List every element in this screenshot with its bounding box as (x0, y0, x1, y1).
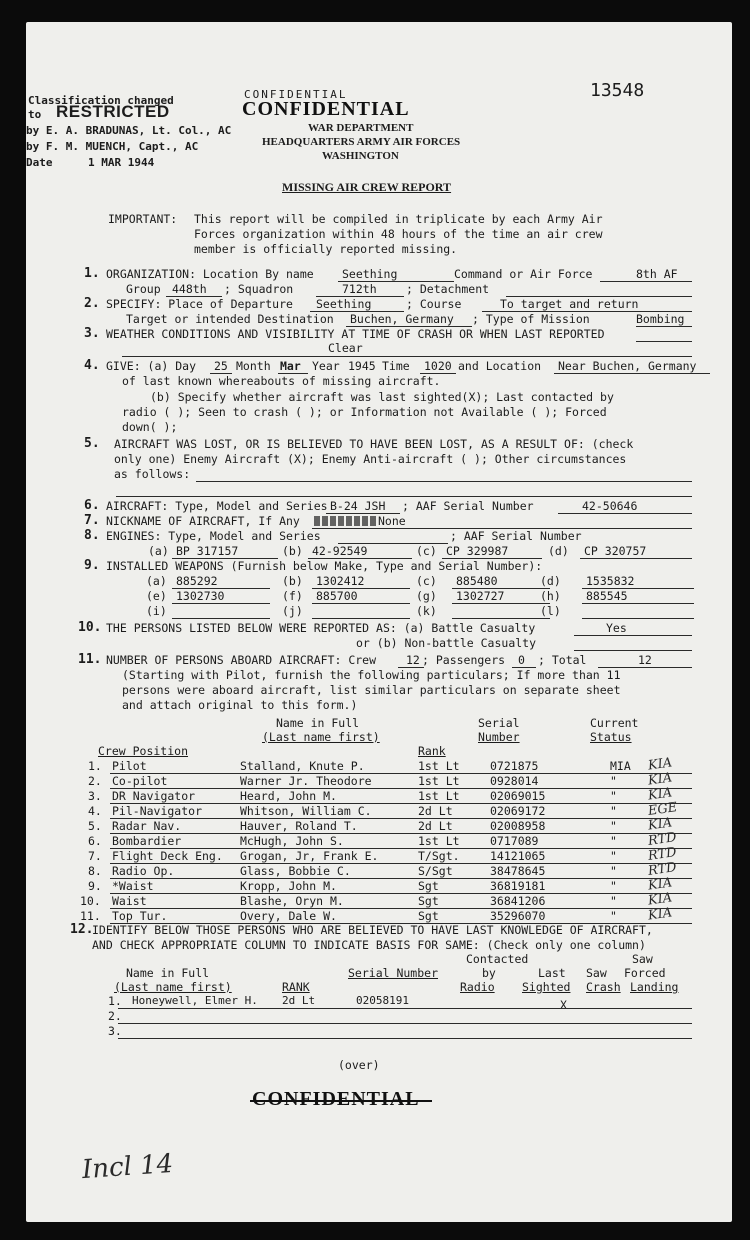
weapon-line (312, 603, 410, 604)
crew-name: Heard, John M. (240, 789, 337, 803)
item-10-nonbattle-line (574, 650, 692, 651)
crew-status: " (610, 879, 617, 893)
item-5-line-b (116, 496, 692, 497)
item-4-whereabouts: of last known whereabouts of missing aircraft. (122, 374, 441, 388)
classification-date-label: Date (26, 156, 53, 169)
crew-position: Co-pilot (112, 774, 168, 788)
item-1-command: 8th AF (636, 267, 678, 281)
crew-serial: 02069172 (490, 804, 546, 818)
item-12-line-2: AND CHECK APPROPRIATE COLUMN TO INDICATE BASIS FOR SAME: (Check only one column) (92, 938, 646, 952)
weapon-serial: 1302727 (456, 589, 505, 603)
crew-status: " (610, 804, 617, 818)
crew-row-line (110, 878, 692, 879)
item-5-line-3: as follows: (114, 467, 191, 481)
crew-handwritten-note: KIA (647, 785, 674, 804)
weapon-serial: 885700 (316, 589, 358, 603)
crew-row-number: 7. (88, 849, 102, 863)
knowledge-serial: 02058191 (356, 994, 409, 1007)
crew-row-number: 11. (80, 909, 101, 923)
knowledge-row-line (118, 1023, 692, 1024)
crew-row-number: 2. (88, 774, 102, 788)
item-4-options: radio ( ); Seen to crash ( ); or Information not Available ( ); Forced (122, 405, 607, 419)
item-11-note-1: (Starting with Pilot, furnish the following particulars; If more than 11 (122, 668, 621, 682)
crew-row-number: 6. (88, 834, 102, 848)
important-line-2: Forces organization within 48 hours of the time an air crew (194, 227, 603, 241)
handwritten-incl: Incl 14 (81, 1148, 175, 1186)
crew-position: DR Navigator (112, 789, 196, 803)
crew-row-number: 8. (88, 864, 102, 878)
restricted-stamp: RESTRICTED (56, 102, 170, 121)
item-4-time-label: Time (382, 359, 410, 373)
knowledge-header-name-1: Name in Full (126, 966, 210, 980)
knowledge-header-forced-2: Forced (624, 966, 666, 980)
weapon-label: (a) (146, 574, 167, 588)
crew-position: Radar Nav. (112, 819, 182, 833)
knowledge-header-saw-1: Saw (586, 966, 607, 980)
knowledge-header-contacted-1: Contacted (466, 952, 529, 966)
weapon-label: (i) (146, 604, 167, 618)
item-1-command-line (600, 281, 692, 282)
crew-serial: 02069015 (490, 789, 546, 803)
weapon-serial: 1302730 (176, 589, 225, 603)
crew-rank: 2d Lt (418, 819, 453, 833)
crew-row-number: 10. (80, 894, 101, 908)
crew-status: " (610, 849, 617, 863)
header-war-department: WAR DEPARTMENT (308, 122, 414, 134)
crew-handwritten-note: KIA (647, 890, 674, 909)
engine-b: 42-92549 (312, 544, 368, 558)
item-1-squadron-label: ; Squadron (224, 282, 294, 296)
crew-row-line (110, 908, 692, 909)
item-6-number: 6. (84, 498, 100, 513)
knowledge-header-forced-1: Saw (632, 952, 653, 966)
report-title: MISSING AIR CREW REPORT (282, 180, 452, 194)
crew-position: Top Tur. (112, 909, 168, 923)
crew-rank: 1st Lt (418, 759, 460, 773)
crew-position: Flight Deck Eng. (112, 849, 223, 863)
item-11-crew: 12 (406, 653, 420, 667)
crew-status: " (610, 894, 617, 908)
weapon-label: (b) (282, 574, 303, 588)
item-4-day-label: GIVE: (a) Day (106, 359, 197, 373)
crew-rank: T/Sgt. (418, 849, 460, 863)
engine-d-label: (d) (548, 544, 569, 558)
item-10-label: THE PERSONS LISTED BELOW WERE REPORTED AS: (a) Battle Casualty (106, 621, 536, 635)
item-10-battle: Yes (606, 621, 627, 635)
weapon-label: (k) (416, 604, 437, 618)
crew-row-line (110, 893, 692, 894)
crew-position: Waist (112, 894, 147, 908)
important-line-1: This report will be compiled in triplicate by each Army Air (194, 212, 603, 226)
item-10-number: 10. (78, 620, 102, 635)
crew-rank: Sgt (418, 879, 439, 893)
item-3-label: WEATHER CONDITIONS AND VISIBILITY AT TIME OF CRASH OR WHEN LAST REPORTED (106, 327, 605, 341)
crew-status: " (610, 789, 617, 803)
knowledge-header-rank: RANK (282, 980, 310, 994)
knowledge-header-last-1: Last (538, 966, 566, 980)
knowledge-name: Honeywell, Elmer H. (132, 994, 258, 1007)
crew-serial: 0721875 (490, 759, 539, 773)
item-9-number: 9. (84, 558, 100, 573)
crew-header-name-2: (Last name first) (262, 730, 380, 744)
item-11-passengers-text: ; Passengers (422, 653, 506, 667)
knowledge-row-line (118, 1038, 692, 1039)
item-8-label: ENGINES: Type, Model and Series (106, 529, 321, 543)
item-5-line-a (196, 481, 692, 482)
item-6-serial-line (558, 513, 692, 514)
item-4-time: 1020 (424, 359, 452, 373)
item-4-forced-down: down( ); (122, 420, 178, 434)
item-3-weather: Clear (328, 341, 363, 355)
item-4-specify: (b) Specify whether aircraft was last sighted(X); Last contacted by (150, 390, 614, 404)
crew-name: Grogan, Jr, Frank E. (240, 849, 379, 863)
knowledge-header-serial: Serial Number (348, 966, 439, 980)
item-2-mission-label: ; Type of Mission (472, 312, 590, 326)
crew-handwritten-note: RTD (647, 830, 678, 849)
weapon-label: (h) (540, 589, 561, 603)
crew-rank: S/Sgt (418, 864, 453, 878)
crew-row-line (110, 863, 692, 864)
crew-handwritten-note: KIA (647, 875, 674, 894)
crew-header-rank: Rank (418, 744, 446, 758)
crew-rank: 1st Lt (418, 834, 460, 848)
item-5-number: 5. (84, 436, 100, 451)
item-2-course: To target and return (500, 297, 639, 311)
crew-row-number: 5. (88, 819, 102, 833)
item-2-number: 2. (84, 296, 100, 311)
crew-serial: 38478645 (490, 864, 546, 878)
crew-name: Overy, Dale W. (240, 909, 337, 923)
knowledge-rank: 2d Lt (282, 994, 316, 1007)
crew-row-number: 4. (88, 804, 102, 818)
weapon-line (452, 618, 550, 619)
item-10-battle-line (574, 635, 692, 636)
item-6-type: B-24 JSH (330, 499, 386, 513)
confidential-footer-strike (250, 1100, 432, 1102)
crew-rank: 1st Lt (418, 774, 460, 788)
knowledge-last-sighted-mark: X (560, 998, 567, 1012)
crew-position: Pilot (112, 759, 147, 773)
crew-status: " (610, 909, 617, 923)
item-11-passengers: 0 (518, 653, 525, 667)
weapon-label: (l) (540, 604, 561, 618)
item-7-label: NICKNAME OF AIRCRAFT, If Any (106, 514, 300, 528)
crew-header-status-2: Status (590, 730, 632, 744)
item-2-departure: Seething (316, 297, 372, 311)
item-2-label: SPECIFY: Place of Departure (106, 297, 293, 311)
item-1-location: Seething (342, 267, 398, 281)
item-6-serial: 42-50646 (582, 499, 638, 513)
classification-by-2: by F. M. MUENCH, Capt., AC (26, 140, 199, 153)
item-4-number: 4. (84, 358, 100, 373)
item-11-total: 12 (638, 653, 652, 667)
knowledge-row-number: 2. (108, 1009, 122, 1023)
crew-handwritten-note: KIA (647, 815, 674, 834)
weapon-label: (g) (416, 589, 437, 603)
crew-handwritten-note: KIA (647, 905, 674, 924)
item-5-line-1: AIRCRAFT WAS LOST, OR IS BELIEVED TO HAVE BEEN LOST, AS A RESULT OF: (check (114, 437, 634, 451)
crew-serial: 02008958 (490, 819, 546, 833)
header-city: WASHINGTON (322, 150, 399, 162)
crew-serial: 35296070 (490, 909, 546, 923)
item-4-location-line (554, 373, 710, 374)
engine-d: CP 320757 (584, 544, 647, 558)
crew-row-line (110, 773, 692, 774)
crew-name: Warner Jr. Theodore (240, 774, 372, 788)
crew-status: MIA (610, 759, 631, 773)
item-4-year: 1945 (348, 359, 376, 373)
item-7-number: 7. (84, 513, 100, 528)
item-3-label-line (636, 341, 692, 342)
weapon-line (172, 618, 270, 619)
knowledge-header-contacted-3: Radio (460, 980, 495, 994)
item-8-serial-label: ; AAF Serial Number (450, 529, 582, 543)
item-11-note-2: persons were aboard aircraft, list similar particulars on separate sheet (122, 683, 621, 697)
item-4-month: Mar (280, 359, 301, 373)
item-12-number: 12. (70, 922, 94, 937)
crew-serial: 36819181 (490, 879, 546, 893)
crew-name: Kropp, John M. (240, 879, 337, 893)
classification-to-label: to (28, 108, 42, 121)
item-1-squadron: 712th (342, 282, 377, 296)
crew-name: Blashe, Oryn M. (240, 894, 344, 908)
item-2-target-label: Target or intended Destination (126, 312, 334, 326)
crew-position: Pil-Navigator (112, 804, 203, 818)
item-7-strikeout (314, 516, 376, 526)
item-1-group-label: Group (126, 282, 161, 296)
classification-changed: Classification changed (28, 94, 174, 107)
item-4-year-label: Year (312, 359, 340, 373)
knowledge-header-name-2: (Last name first) (114, 980, 232, 994)
confidential-header-small: CONFIDENTIAL (244, 88, 348, 101)
confidential-header-stamp: CONFIDENTIAL (242, 98, 410, 120)
crew-name: McHugh, John S. (240, 834, 344, 848)
weapon-line (582, 618, 694, 619)
document-page (26, 22, 732, 1222)
crew-rank: Sgt (418, 909, 439, 923)
crew-row-line (110, 833, 692, 834)
crew-serial: 36841206 (490, 894, 546, 908)
crew-header-serial-1: Serial (478, 716, 520, 730)
item-7-nickname: None (378, 514, 406, 528)
item-2-course-label: ; Course (406, 297, 462, 311)
weapon-label: (e) (146, 589, 167, 603)
weapon-serial: 1302412 (316, 574, 365, 588)
knowledge-header-last-2: Sighted (522, 980, 571, 994)
weapon-label: (d) (540, 574, 561, 588)
crew-serial: 0928014 (490, 774, 539, 788)
item-8-number: 8. (84, 528, 100, 543)
confidential-footer-stamp: CONFIDENTIAL (252, 1088, 420, 1110)
weapon-label: (c) (416, 574, 437, 588)
crew-status: " (610, 864, 617, 878)
weapon-serial: 885480 (456, 574, 498, 588)
item-1-group: 448th (172, 282, 207, 296)
item-3-weather-line (122, 356, 692, 357)
crew-status: " (610, 819, 617, 833)
item-6-serial-label: ; AAF Serial Number (402, 499, 534, 513)
item-1-number: 1. (84, 266, 100, 281)
over-label: (over) (338, 1058, 380, 1072)
item-2-mission: Bombing (636, 312, 685, 326)
item-5-line-2: only one) Enemy Aircraft (X); Enemy Anti-aircraft ( ); Other circumstances (114, 452, 627, 466)
item-9-label: INSTALLED WEAPONS (Furnish below Make, Type and Serial Number): (106, 559, 543, 573)
knowledge-header-contacted-2: by (482, 966, 496, 980)
knowledge-header-forced-3: Landing (630, 980, 679, 994)
item-4-month-label: Month (236, 359, 271, 373)
item-10-nonbattle-label: or (b) Non-battle Casualty (356, 636, 537, 650)
item-11-note-3: and attach original to this form.) (122, 698, 358, 712)
item-3-number: 3. (84, 326, 100, 341)
crew-handwritten-note: RTD (647, 860, 678, 879)
crew-rank: 2d Lt (418, 804, 453, 818)
crew-position: Radio Op. (112, 864, 175, 878)
crew-status: " (610, 774, 617, 788)
weapon-line (582, 603, 694, 604)
crew-position: Bombardier (112, 834, 182, 848)
classification-date-value: 1 MAR 1944 (88, 156, 155, 169)
crew-handwritten-note: RTD (647, 845, 678, 864)
crew-status: " (610, 834, 617, 848)
crew-rank: 1st Lt (418, 789, 460, 803)
weapon-serial: 885292 (176, 574, 218, 588)
crew-handwritten-note: KIA (647, 770, 674, 789)
crew-row-number: 9. (88, 879, 102, 893)
crew-row-line (110, 788, 692, 789)
weapon-label: (j) (282, 604, 303, 618)
engine-c-label: (c) (416, 544, 437, 558)
weapon-line (172, 603, 270, 604)
crew-serial: 14121065 (490, 849, 546, 863)
crew-name: Stalland, Knute P. (240, 759, 365, 773)
knowledge-row-number: 3. (108, 1024, 122, 1038)
weapon-label: (f) (282, 589, 303, 603)
item-12-line-1: IDENTIFY BELOW THOSE PERSONS WHO ARE BELIEVED TO HAVE LAST KNOWLEDGE OF AIRCRAFT, (92, 923, 653, 937)
engine-b-label: (b) (282, 544, 303, 558)
crew-rank: Sgt (418, 894, 439, 908)
header-hq: HEADQUARTERS ARMY AIR FORCES (262, 136, 461, 148)
knowledge-row-number: 1. (108, 994, 122, 1008)
knowledge-row-line (118, 1008, 692, 1009)
knowledge-header-saw-2: Crash (586, 980, 621, 994)
crew-row-number: 1. (88, 759, 102, 773)
item-11-total-label: ; Total (538, 653, 587, 667)
crew-header-status-1: Current (590, 716, 639, 730)
crew-name: Glass, Bobbie C. (240, 864, 351, 878)
document-number: 13548 (590, 80, 645, 101)
item-4-location-label: and Location (458, 359, 542, 373)
item-1-command-label: Command or Air Force (454, 267, 593, 281)
crew-header-serial-2: Number (478, 730, 520, 744)
engine-a: BP 317157 (176, 544, 239, 558)
item-1-detachment-label: ; Detachment (406, 282, 490, 296)
item-4-day: 25 (214, 359, 228, 373)
engine-d-line (580, 558, 692, 559)
engine-a-label: (a) (148, 544, 169, 558)
classification-by-1: by E. A. BRADUNAS, Lt. Col., AC (26, 124, 232, 137)
crew-handwritten-note: KIA (647, 755, 674, 774)
item-11-number: 11. (78, 652, 102, 667)
weapon-line (312, 618, 410, 619)
crew-header-name-1: Name in Full (276, 716, 360, 730)
crew-row-number: 3. (88, 789, 102, 803)
item-11-label: NUMBER OF PERSONS ABOARD AIRCRAFT: Crew (106, 653, 377, 667)
crew-position: *Waist (112, 879, 154, 893)
crew-name: Whitson, William C. (240, 804, 372, 818)
item-2-mission-line (636, 326, 692, 327)
item-4-location: Near Buchen, Germany (558, 359, 697, 373)
item-6-label: AIRCRAFT: Type, Model and Series (106, 499, 328, 513)
crew-handwritten-note: EGE (647, 800, 679, 819)
weapon-line (452, 603, 550, 604)
weapon-serial: 885545 (586, 589, 628, 603)
item-1-label: ORGANIZATION: Location By name (106, 267, 314, 281)
weapon-serial: 1535832 (586, 574, 635, 588)
crew-serial: 0717089 (490, 834, 539, 848)
important-line-3: member is officially reported missing. (194, 242, 458, 256)
important-label: IMPORTANT: (108, 212, 178, 226)
crew-name: Hauver, Roland T. (240, 819, 358, 833)
engine-c: CP 329987 (446, 544, 509, 558)
crew-header-position: Crew Position (98, 744, 189, 758)
crew-row-line (110, 818, 692, 819)
item-2-target: Buchen, Germany (350, 312, 454, 326)
